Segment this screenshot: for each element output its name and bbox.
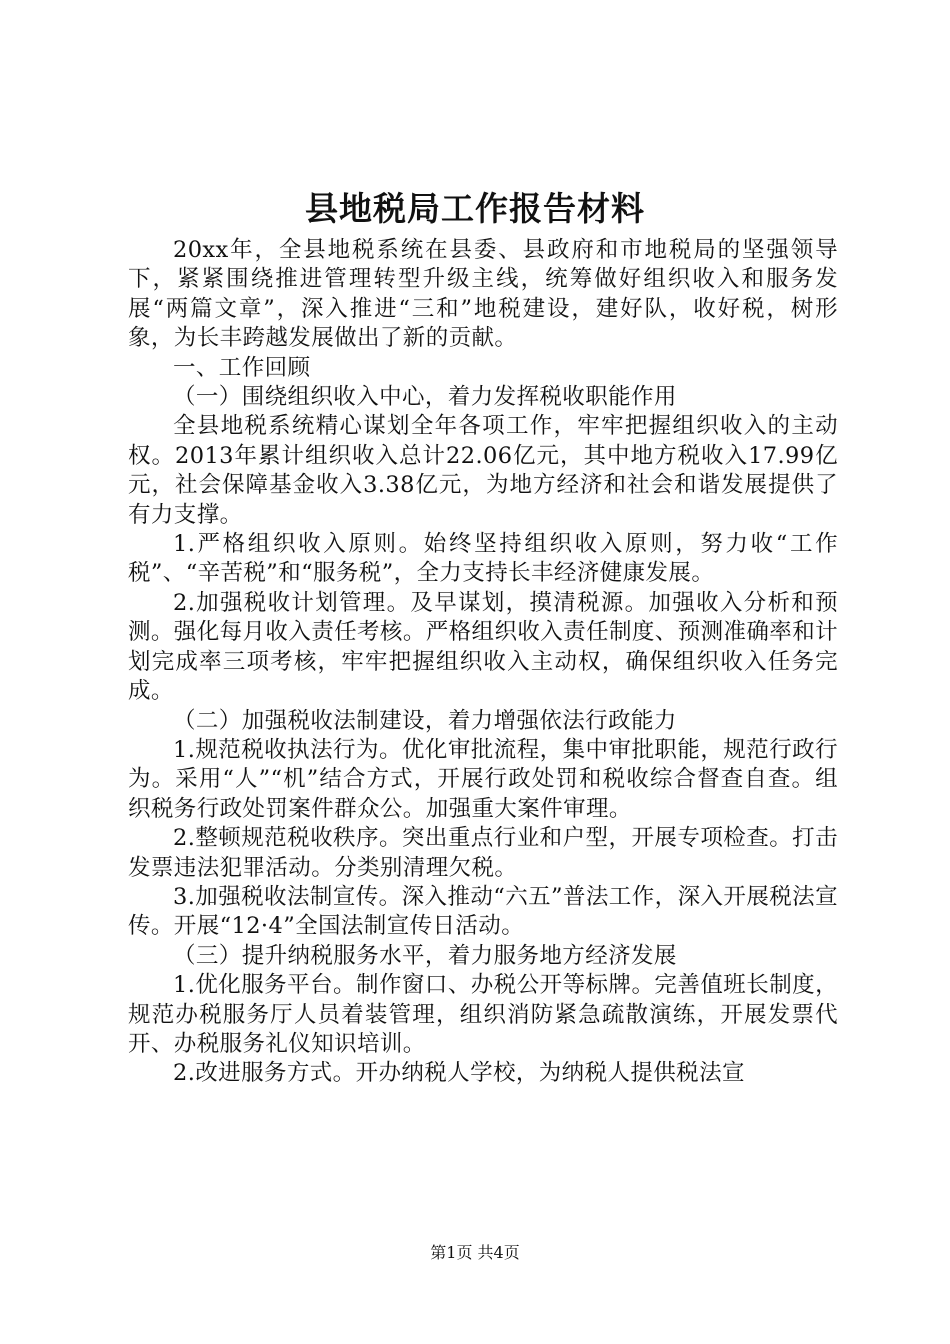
paragraph-item: 2.改进服务方式。开办纳税人学校，为纳税人提供税法宣 [173, 1060, 745, 1087]
document-title: 县地税局工作报告材料 [305, 189, 645, 228]
paragraph-item: 3.加强税收法制宣传。深入推动“六五”普法工作，深入开展税法宣传。开展“12·4”全国法制宣传日活动。 [128, 883, 838, 940]
paragraph-item: 1.规范税收执法行为。优化审批流程，集中审批职能，规范行政行为。采用“人”“机”结合方式，开展行政处罚和税收综合督查自查。组织税务行政处罚案件群众公。加强重大案件审理。 [128, 736, 838, 822]
paragraph-item: 2.加强税收计划管理。及早谋划，摸清税源。加强收入分析和预测。强化每月收入责任考核。严格组织收入责任制度、预测准确率和计划完成率三项考核，牢牢把握组织收入主动权，确保组织收入任务完成。 [128, 589, 838, 705]
document-body [128, 236, 838, 1089]
section-heading: 一、工作回顾 [173, 354, 311, 381]
paragraph-item: 1.严格组织收入原则。始终坚持组织收入原则，努力收“工作税”、“辛苦税”和“服务税”，全力支持长丰经济健康发展。 [128, 531, 838, 587]
paragraph-intro: 20xx年，全县地税系统在县委、县政府和市地税局的坚强领导下，紧紧围绕推进管理转型升级主线，统筹做好组织收入和服务发展“两篇文章”，深入推进“三和”地税建设，建好队，收好税，树形象，为长丰跨越发展做出了新的贡献。 [128, 237, 838, 352]
paragraph-item: 2.整顿规范税收秩序。突出重点行业和户型，开展专项检查。打击发票违法犯罪活动。分类别清理欠税。 [128, 825, 838, 881]
subsection-heading: （一）围绕组织收入中心，着力发挥税收职能作用 [173, 384, 677, 411]
paragraph: 全县地税系统精心谋划全年各项工作，牢牢把握组织收入的主动权。2013年累计组织收入总计22.06亿元，其中地方税收入17.99亿元，社会保障基金收入3.38亿元，为地方经济和社会和谐发展提供了有力支撑。 [128, 413, 838, 528]
subsection-heading: （三）提升纳税服务水平，着力服务地方经济发展 [173, 942, 677, 969]
paragraph-item: 1.优化服务平台。制作窗口、办税公开等标牌。完善值班长制度，规范办税服务厅人员着装管理，组织消防紧急疏散演练，开展发票代开、办税服务礼仪知识培训。 [128, 972, 838, 1057]
page-number-footer: 第1页 共4页 [430, 1243, 520, 1262]
subsection-heading: （二）加强税收法制建设，着力增强依法行政能力 [173, 707, 677, 734]
